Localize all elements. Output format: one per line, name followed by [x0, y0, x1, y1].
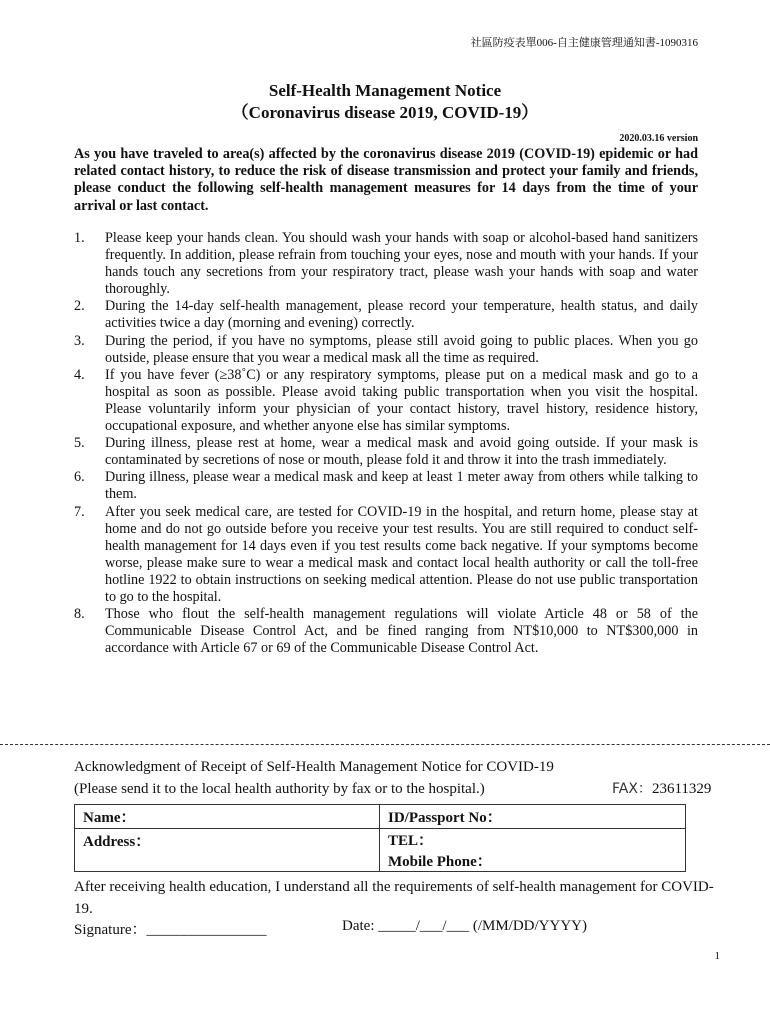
- tel-label: TEL：: [388, 833, 434, 849]
- list-item: [74, 298, 698, 332]
- item-number: 4.: [74, 366, 85, 383]
- acknowledgment-header: [74, 756, 554, 800]
- item-text: During illness, please wear a medical mask and keep at least 1 meter away from others while talking to them.: [105, 469, 698, 503]
- item-number: 6.: [74, 469, 85, 486]
- item-text: During the 14-day self-health management, please record your temperature, health status, and daily activities twice a day (morning and evening) correctly.: [105, 298, 698, 332]
- signature-field[interactable]: Signature：________________: [74, 922, 267, 938]
- list-item: [74, 469, 698, 503]
- fax-info: [612, 778, 711, 798]
- list-item: [74, 504, 698, 607]
- measures-list: [74, 230, 698, 657]
- list-item: [74, 606, 698, 657]
- after-education-statement: After receiving health education, I understand all the requirements of self-health management for COVID-19.: [74, 879, 714, 917]
- list-item: [74, 435, 698, 469]
- intro-paragraph: As you have traveled to area(s) affected by the coronavirus disease 2019 (COVID-19) epidemic or had related contact history, to reduce the risk of disease transmission and protect your family and friends, please conduct the following self-health management measures for 14 days from the time of your arrival or last contact.: [74, 146, 698, 214]
- item-number: 5.: [74, 435, 85, 452]
- name-field[interactable]: [75, 805, 380, 829]
- list-item: [74, 230, 698, 298]
- item-text: If you have fever (≥38˚C) or any respiratory symptoms, please put on a medical mask and go to a hospital as soon as possible. Please avoid taking public transportation when you visit the hospital. Please voluntarily inform your physician of your contact history, travel history, residence history, occupational exposure, and whether anyone else has similar symptoms.: [105, 366, 698, 435]
- title-line-2: （Coronavirus disease 2019, COVID-19）: [231, 103, 539, 122]
- list-item: [74, 333, 698, 367]
- item-text: Please keep your hands clean. You should wash your hands with soap or alcohol-based hand sanitizers frequently. In addition, please refrain from touching your eyes, nose and mouth with your hands. If your hands touch any secretions from your respiratory tract, please wash your hands with soap and water thoroughly.: [105, 230, 698, 298]
- receipt-form: [74, 804, 686, 872]
- id-passport-label: ID/Passport No：: [388, 810, 502, 826]
- item-text: During illness, please rest at home, wear a medical mask and avoid going outside. If your mask is contaminated by secretions of nose or mouth, please fold it and throw it into the trash immediately.: [105, 435, 698, 469]
- page-title: [0, 80, 770, 124]
- phone-field[interactable]: [380, 829, 686, 872]
- page-number: 1: [714, 950, 720, 962]
- address-field[interactable]: [75, 829, 380, 872]
- mobile-phone-label: Mobile Phone：: [388, 854, 492, 870]
- item-text: During the period, if you have no symptoms, please still avoid going to public places. When you go outside, please ensure that you wear a medical mask all the time as required.: [105, 332, 698, 366]
- item-number: 2.: [74, 298, 85, 315]
- item-number: 7.: [74, 503, 85, 520]
- document-code: 社區防疫表單006-自主健康管理通知書-1090316: [470, 37, 698, 49]
- item-number: 3.: [74, 332, 85, 349]
- version-label: 2020.03.16 version: [619, 133, 698, 144]
- id-passport-field[interactable]: [380, 805, 686, 829]
- cut-line-divider: [0, 744, 770, 745]
- item-text: Those who flout the self-health management regulations will violate Article 48 or 58 of the Communicable Disease Control Act, and be fined ranging from NT$10,000 to NT$300,000 in accordance with Article 67 or 69 of the Communicable Disease Control Act.: [105, 606, 698, 657]
- address-label: Address：: [83, 834, 151, 850]
- item-text: After you seek medical care, are tested for COVID-19 in the hospital, and return home, please stay at home and do not go outside before you receive your test results. You are still required to conduct self-health management for 14 days even if you test results come back negative. If your symptoms become worse, please make sure to wear a medical mask and contact local health authority or call the toll-free hotline 1922 to obtain instructions on seeking medical attention. Please do not use public transportation to go to the hospital.: [105, 503, 698, 605]
- fax-number: 23611329: [651, 781, 712, 797]
- fax-label: FAX：: [612, 781, 652, 797]
- acknowledgment-title: Acknowledgment of Receipt of Self-Health Management Notice for COVID-19: [74, 759, 554, 775]
- acknowledgment-instruction: (Please send it to the local health authority by fax or to the hospital.): [74, 781, 485, 797]
- item-number: 1.: [74, 230, 85, 246]
- name-label: Name：: [83, 810, 136, 826]
- list-item: [74, 367, 698, 435]
- item-number: 8.: [74, 606, 85, 623]
- title-line-1: Self-Health Management Notice: [268, 81, 502, 100]
- date-field[interactable]: Date: _____/___/___ (/MM/DD/YYYY): [342, 918, 587, 934]
